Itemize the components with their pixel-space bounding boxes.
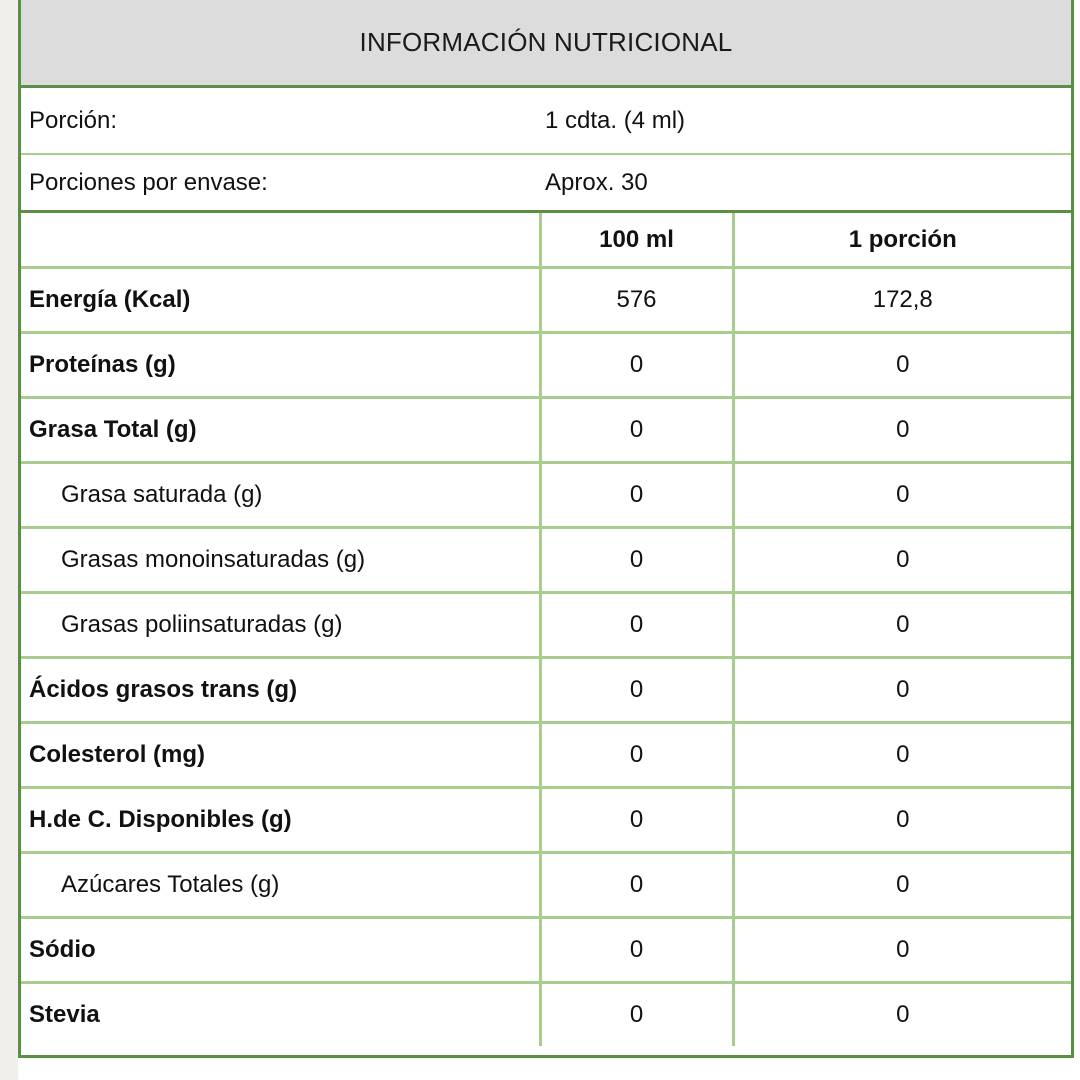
header-empty-cell — [21, 213, 540, 268]
value-per-100ml: 0 — [540, 528, 733, 593]
nutrient-label: Grasa Total (g) — [21, 398, 540, 463]
portion-label: Porción: — [29, 106, 118, 134]
value-per-100ml: 0 — [540, 658, 733, 723]
table-header-row — [21, 213, 1071, 268]
nutrient-label: Sódio — [21, 918, 540, 983]
nutrient-label: Grasa saturada (g) — [21, 463, 540, 528]
nutrient-label: Proteínas (g) — [21, 333, 540, 398]
page-background-strip — [0, 0, 18, 1080]
nutrient-label: Colesterol (mg) — [21, 723, 540, 788]
table-row — [21, 333, 1071, 398]
servings-label: Porciones por envase: — [29, 168, 268, 196]
table-row — [21, 268, 1071, 333]
value-per-100ml: 0 — [540, 463, 733, 528]
value-per-portion: 0 — [733, 528, 1071, 593]
nutrition-facts-panel — [18, 0, 1074, 1058]
value-per-portion: 0 — [733, 463, 1071, 528]
value-per-portion: 0 — [733, 918, 1071, 983]
header-per-portion: 1 porción — [733, 213, 1071, 268]
table-row — [21, 463, 1071, 528]
table-row — [21, 853, 1071, 918]
value-per-100ml: 0 — [540, 398, 733, 463]
portion-value: 1 cdta. (4 ml) — [545, 106, 686, 134]
value-per-100ml: 0 — [540, 333, 733, 398]
table-row — [21, 528, 1071, 593]
value-per-portion: 0 — [733, 723, 1071, 788]
value-per-100ml: 0 — [540, 853, 733, 918]
nutrient-label: Energía (Kcal) — [21, 268, 540, 333]
value-per-100ml: 0 — [540, 918, 733, 983]
table-row — [21, 918, 1071, 983]
table-row — [21, 723, 1071, 788]
portion-row — [21, 88, 1071, 155]
table-row — [21, 983, 1071, 1047]
table-row — [21, 398, 1071, 463]
nutrient-label: Ácidos grasos trans (g) — [21, 658, 540, 723]
nutrient-label: Azúcares Totales (g) — [21, 853, 540, 918]
value-per-100ml: 0 — [540, 788, 733, 853]
nutrient-label: Stevia — [21, 983, 540, 1047]
table-row — [21, 593, 1071, 658]
value-per-portion: 0 — [733, 333, 1071, 398]
value-per-portion: 0 — [733, 853, 1071, 918]
servings-value: Aprox. 30 — [545, 168, 648, 196]
nutrient-label: Grasas poliinsaturadas (g) — [21, 593, 540, 658]
table-row — [21, 788, 1071, 853]
value-per-100ml: 0 — [540, 723, 733, 788]
nutrient-label: H.de C. Disponibles (g) — [21, 788, 540, 853]
nutrient-label: Grasas monoinsaturadas (g) — [21, 528, 540, 593]
value-per-100ml: 0 — [540, 983, 733, 1047]
table-row — [21, 658, 1071, 723]
header-per-100ml: 100 ml — [540, 213, 733, 268]
value-per-portion: 0 — [733, 658, 1071, 723]
nutrition-table — [21, 213, 1071, 1046]
nutrition-title: INFORMACIÓN NUTRICIONAL — [21, 0, 1071, 88]
value-per-portion: 0 — [896, 1001, 910, 1028]
value-per-portion: 0 — [733, 788, 1071, 853]
value-per-100ml: 576 — [540, 268, 733, 333]
value-per-portion: 0 — [733, 398, 1071, 463]
value-per-portion: 172,8 — [733, 268, 1071, 333]
value-per-portion: 0 — [733, 593, 1071, 658]
servings-row — [21, 155, 1071, 213]
value-per-100ml: 0 — [540, 593, 733, 658]
